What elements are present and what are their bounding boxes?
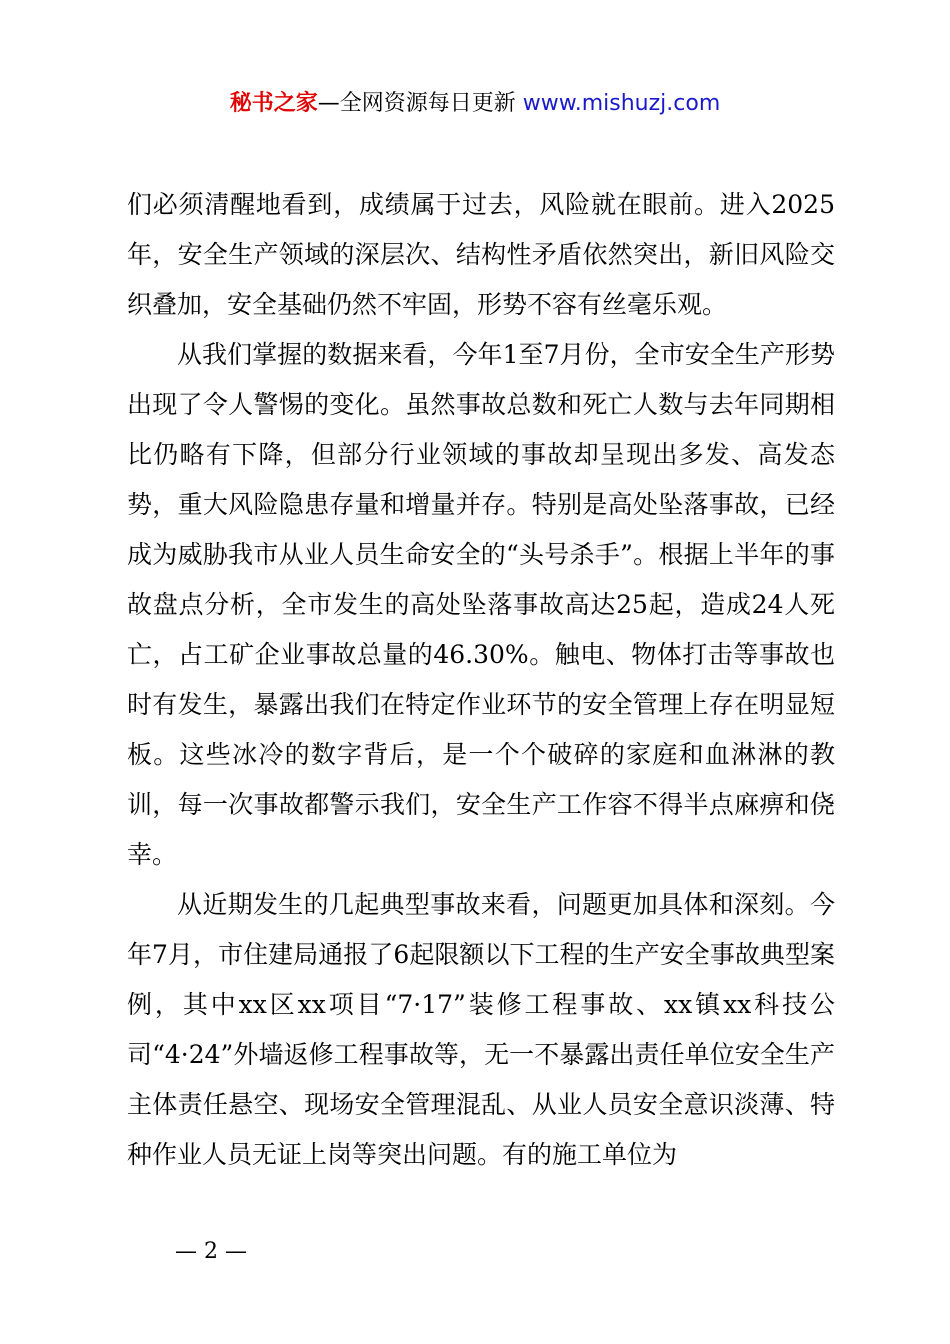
header-brand: 秘书之家	[229, 91, 318, 116]
document-body	[127, 180, 835, 1180]
paragraph-1: 们必须清醒地看到，成绩属于过去，风险就在眼前。进入2025年，安全生产领域的深层次、结构性矛盾依然突出，新旧风险交织叠加，安全基础仍然不牢固，形势不容有丝毫乐观。	[127, 190, 835, 319]
header-url-link[interactable]: www.mishuzj.com	[522, 91, 721, 116]
header-slogan: —全网资源每日更新	[317, 91, 516, 116]
page-number: — 2 —	[175, 1239, 247, 1264]
page-header	[0, 88, 950, 120]
paragraph-3: 从近期发生的几起典型事故来看，问题更加具体和深刻。今年7月，市住建局通报了6起限额以下工程的生产安全事故典型案例，其中xx区xx项目“7·17”装修工程事故、xx镇xx科技公司“4·24”外墙返修工程事故等，无一不暴露出责任单位安全生产主体责任悬空、现场安全管理混乱、从业人员安全意识淡薄、特种作业人员无证上岗等突出问题。有的施工单位为	[127, 890, 835, 1169]
paragraph-2: 从我们掌握的数据来看，今年1至7月份，全市安全生产形势出现了令人警惕的变化。虽然事故总数和死亡人数与去年同期相比仍略有下降，但部分行业领域的事故却呈现出多发、高发态势，重大风险隐患存量和增量并存。特别是高处坠落事故，已经成为威胁我市从业人员生命安全的“头号杀手”。根据上半年的事故盘点分析，全市发生的高处坠落事故高达25起，造成24人死亡，占工矿企业事故总量的46.30%。触电、物体打击等事故也时有发生，暴露出我们在特定作业环节的安全管理上存在明显短板。这些冰冷的数字背后，是一个个破碎的家庭和血淋淋的教训，每一次事故都警示我们，安全生产工作容不得半点麻痹和侥幸。	[127, 340, 835, 869]
